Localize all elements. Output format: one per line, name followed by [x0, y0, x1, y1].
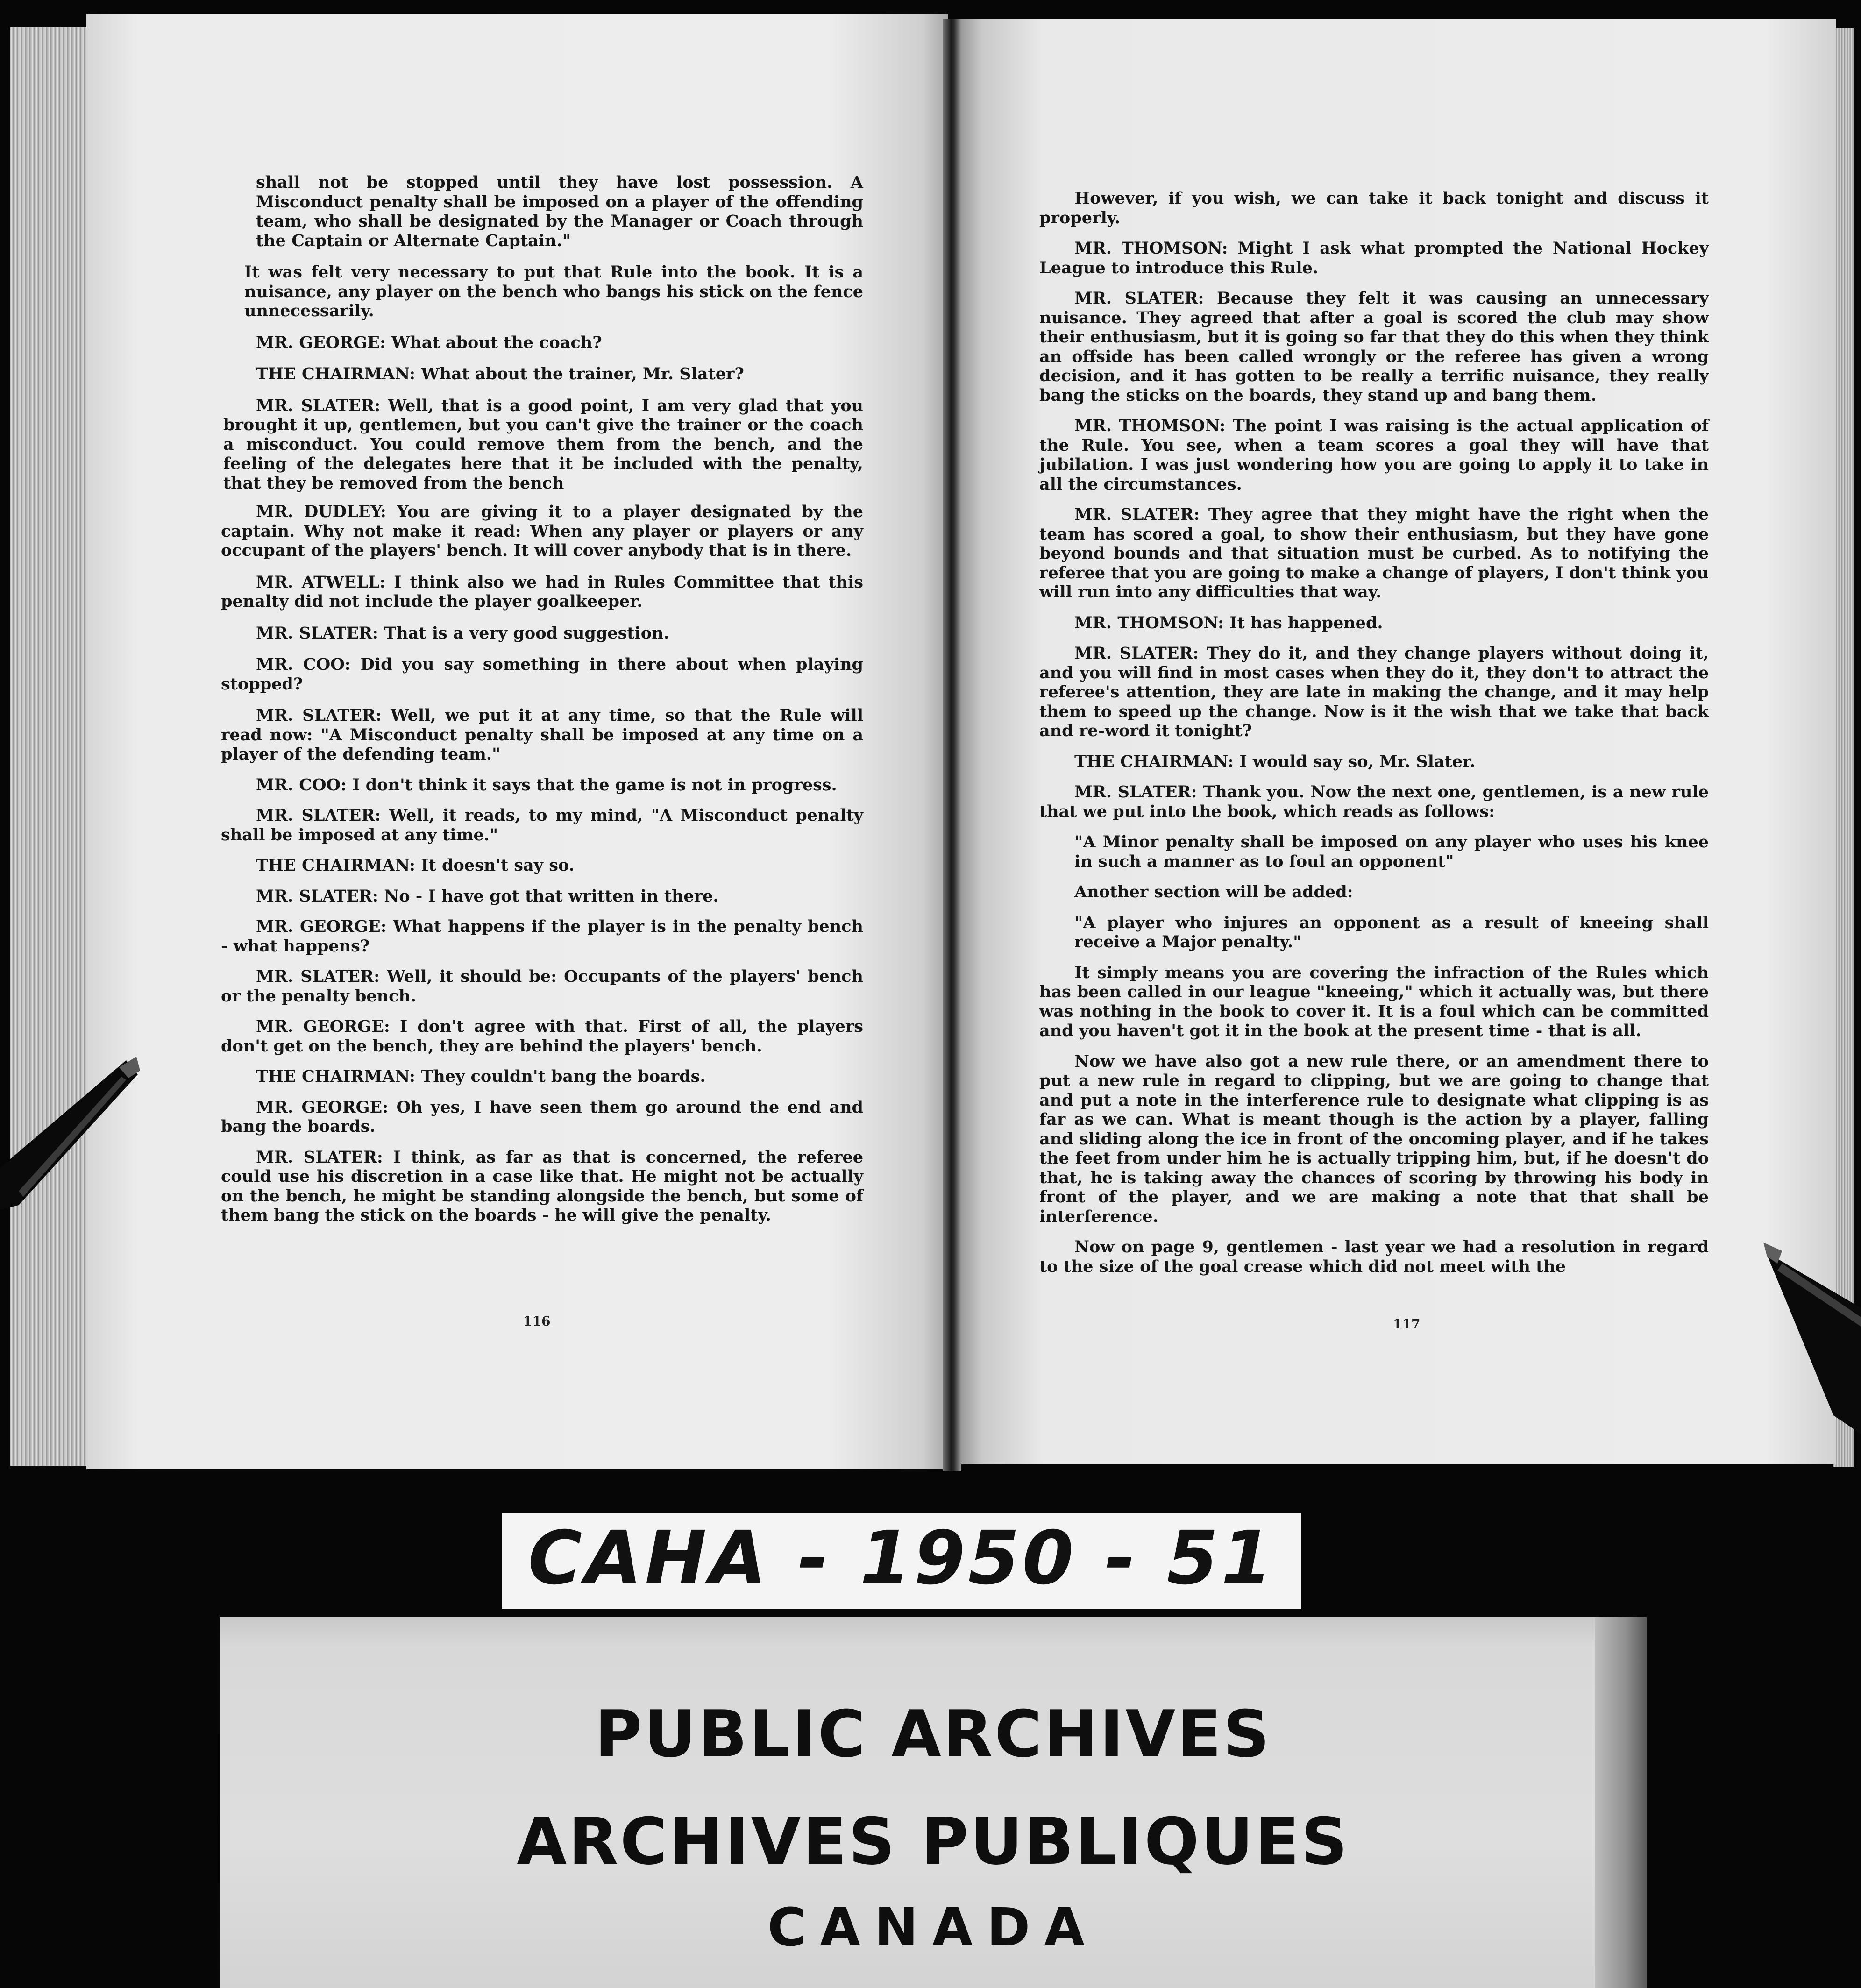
right-pen-tip-icon	[1763, 1238, 1861, 1448]
paragraph: MR. GEORGE: I don't agree with that. First of all, the players don't get on the bench, they are behind the players' bench.	[221, 1017, 863, 1056]
handwritten-call-number-text: CAHA - 1950 - 51	[528, 1515, 1275, 1601]
left-pen-tip-icon	[0, 1051, 145, 1261]
page-number-right: 117	[1393, 1316, 1421, 1332]
quoted-rule: "A player who injures an opponent as a result of kneeing shall receive a Major penalty."	[1074, 913, 1709, 951]
paragraph: MR. SLATER: Well, we put it at any time, so that the Rule will read now: "A Misconduct penalty shall be imposed at any time on a player of the defending team."	[221, 706, 863, 764]
paragraph: MR. SLATER: Thank you. Now the next one, gentlemen, is a new rule that we put into the book, which reads as follows:	[1039, 782, 1709, 821]
paragraph: MR. SLATER: I think, as far as that is concerned, the referee could use his discretion in a case like that. He might not be actually on the bench, he might be standing alongside the bench, but some of them bang the stick on the boards - he will give the penalty.	[221, 1147, 863, 1225]
paragraph: MR. SLATER: Well, that is a good point, I am very glad that you brought it up, gentlemen, but you can't give the trainer or the coach a misconduct. You could remove them from the bench, and the feeling of the delegates here that it be included with the penalty, that they be removed from the bench	[223, 396, 863, 493]
paragraph: However, if you wish, we can take it back tonight and discuss it properly.	[1039, 189, 1709, 227]
paragraph: MR. ATWELL: I think also we had in Rules Committee that this penalty did not include the player goalkeeper.	[221, 572, 863, 611]
archives-title-french: ARCHIVES PUBLIQUES	[517, 1804, 1350, 1879]
paragraph: It simply means you are covering the infraction of the Rules which has been called in our league "kneeing," which it actually was, but there was nothing in the book to cover it. It is a foul which can be committed and you haven't got it in the book at the present time - that is all.	[1039, 963, 1709, 1040]
paragraph: MR. SLATER: Well, it reads, to my mind, "A Misconduct penalty shall be imposed at any time."	[221, 806, 863, 845]
paragraph: MR. SLATER: Well, it should be: Occupants of the players' bench or the penalty bench.	[221, 967, 863, 1006]
paragraph: MR. GEORGE: What happens if the player is in the penalty bench - what happens?	[221, 917, 863, 956]
archives-title-english: PUBLIC ARCHIVES	[595, 1697, 1271, 1772]
paragraph: THE CHAIRMAN: What about the trainer, Mr. Slater?	[256, 364, 744, 383]
paragraph: It was felt very necessary to put that Rule into the book. It is a nuisance, any player on the bench who bangs his stick on the fence unnecessarily.	[244, 263, 863, 320]
handwritten-call-number-label	[502, 1513, 1301, 1609]
paragraph: THE CHAIRMAN: I would say so, Mr. Slater.	[1074, 752, 1476, 771]
paragraph: MR. COO: Did you say something in there about when playing stopped?	[221, 655, 863, 694]
paragraph: MR. GEORGE: What about the coach?	[256, 333, 602, 352]
paragraph: shall not be stopped until they have lost possession. A Misconduct penalty shall be imposed on a player of the offending team, who shall be designated by the Manager or Coach through the Captain or Alternate Captain."	[256, 173, 863, 250]
book-gutter	[943, 19, 961, 1471]
paragraph: Now we have also got a new rule there, or an amendment there to put a new rule in regard to clipping, but we are going to change that and put a note in the interference rule to designate what clipping is as far as we can. What is meant though is the action by a player, falling and sliding along the ice in front of the oncoming player, and if he takes the feet from under him he is actually tripping him, but, if he doesn't do that, he is taking away the chances of scoring by throwing his body in front of the player, and we are making a note that that shall be interference.	[1039, 1051, 1709, 1226]
paragraph: MR. DUDLEY: You are giving it to a player designated by the captain. Why not make it read: When any player or players or any occupant of the players' bench. It will cover anybody that is in there.	[221, 502, 863, 560]
paragraph: THE CHAIRMAN: They couldn't bang the boards.	[256, 1067, 706, 1086]
paragraph: MR. SLATER: Because they felt it was causing an unnecessary nuisance. They agreed that after a goal is scored the club may show their enthusiasm, but it is going so far that they do this when they think an offside has been called wrongly or the referee has given a wrong decision, and it has gotten to be really a terrific nuisance, they really bang the sticks on the boards, they stand up and bang them.	[1039, 289, 1709, 405]
quoted-rule: "A Minor penalty shall be imposed on any player who uses his knee in such a manner as to foul an opponent"	[1074, 832, 1709, 871]
paragraph: MR. THOMSON: Might I ask what prompted the National Hockey League to introduce this Rule.	[1039, 239, 1709, 277]
public-archives-card	[220, 1617, 1647, 1988]
paragraph: THE CHAIRMAN: It doesn't say so.	[256, 856, 575, 875]
paragraph: MR. THOMSON: It has happened.	[1074, 613, 1383, 632]
paragraph: MR. GEORGE: Oh yes, I have seen them go around the end and bang the boards.	[221, 1097, 863, 1136]
page-number-left: 116	[523, 1314, 551, 1329]
paragraph: MR. SLATER: They do it, and they change players without doing it, and you will find in most cases when they do it, they don't to attract the referee's attention, they are late in making the change, and it may help them to speed up the change. Now is it the wish that we take that back and re-word it tonight?	[1039, 644, 1709, 740]
paragraph: MR. COO: I don't think it says that the game is not in progress.	[256, 775, 837, 795]
left-page-text	[221, 173, 863, 1225]
paragraph: MR. THOMSON: The point I was raising is the actual application of the Rule. You see, when a team scores a goal they will have that jubilation. I was just wondering how you are going to apply it to take in all the circumstances.	[1039, 416, 1709, 494]
right-page-text	[1039, 189, 1709, 1276]
paragraph: MR. SLATER: No - I have got that written in there.	[256, 886, 719, 906]
paragraph: MR. SLATER: They agree that they might have the right when the team has scored a goal, to show their enthusiasm, but they have gone beyond bounds and that situation must be curbed. As to notifying the referee that you are going to make a change of players, I don't think you will run into any difficulties that way.	[1039, 505, 1709, 602]
paragraph: Now on page 9, gentlemen - last year we had a resolution in regard to the size of the goal crease which did not meet with the	[1039, 1237, 1709, 1276]
paragraph: Another section will be added:	[1074, 882, 1353, 902]
paragraph: MR. SLATER: That is a very good suggestion.	[256, 623, 669, 643]
archives-country: CANADA	[767, 1897, 1099, 1958]
